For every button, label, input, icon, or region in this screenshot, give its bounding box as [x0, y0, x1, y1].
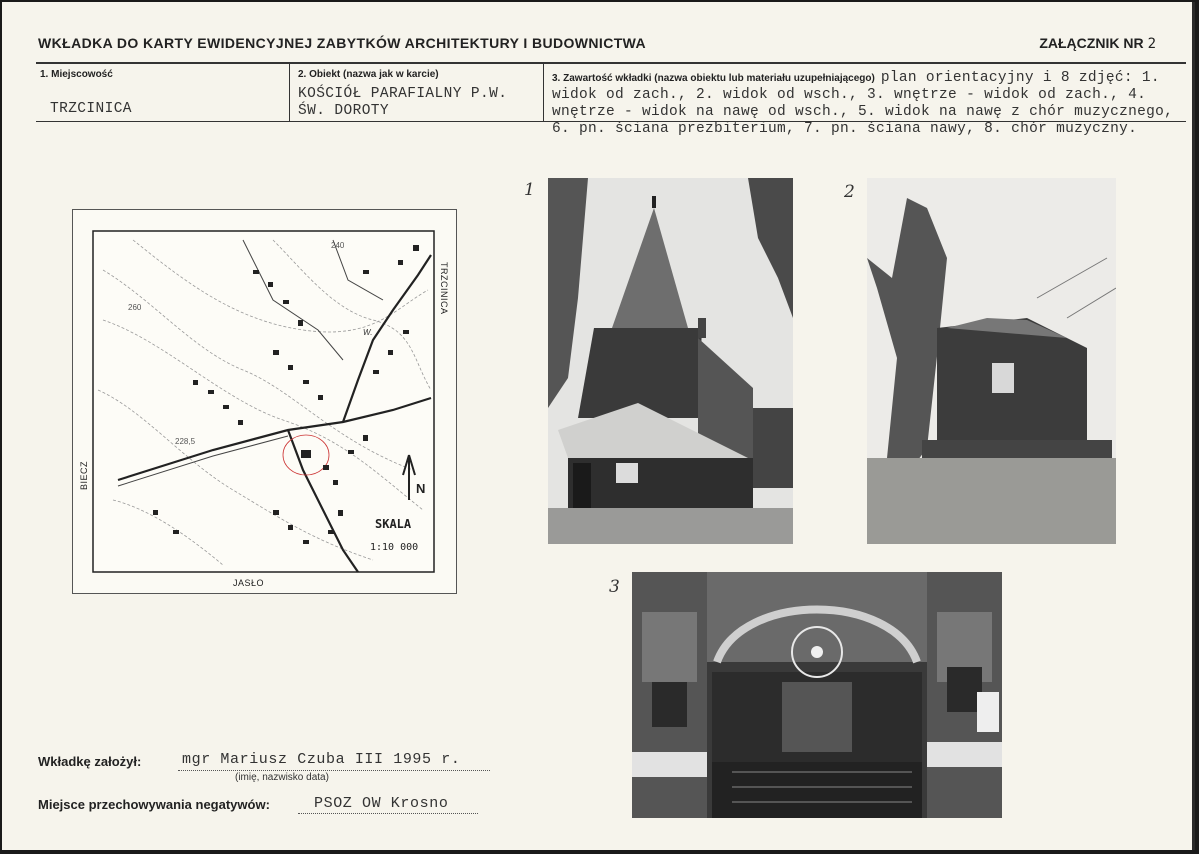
header-rule: [36, 62, 1186, 64]
annex-value: 2: [1147, 36, 1156, 52]
map-label-biecz: BIECZ: [79, 460, 89, 490]
annex-number: [1039, 35, 1156, 52]
photo-2-east-view: [867, 178, 1116, 544]
field-divider-1: [289, 64, 290, 122]
map-scale-value: 1:10 000: [370, 542, 419, 553]
object-value-line2: ŚW. DOROTY: [298, 103, 390, 119]
photo-1-west-view: [548, 178, 793, 544]
photo-3-interior: [632, 572, 1002, 818]
photo3-image: [632, 572, 1002, 818]
map-scale-title: SKALA: [375, 517, 412, 531]
annex-label: ZAŁĄCZNIK NR: [1039, 35, 1144, 51]
storage-label: Miejsce przechowywania negatywów:: [38, 797, 270, 812]
photo2-image: [867, 178, 1116, 544]
storage-value: PSOZ OW Krosno: [314, 795, 449, 812]
photo3-number: 3: [609, 577, 620, 597]
founded-caption: (imię, nazwisko data): [235, 772, 329, 783]
map-north-label: N: [416, 481, 426, 496]
contents-label: 3. Zawartość wkładki (nazwa obiektu lub materiału uzupełniającego): [552, 73, 875, 84]
map-label-jaslo: JASŁO: [233, 578, 265, 588]
orientation-map: [72, 209, 457, 594]
map-church-mark: W.: [363, 328, 373, 337]
locality-value: TRZCINICA: [50, 101, 132, 117]
photo2-number: 2: [844, 182, 855, 202]
contents-value: plan orientacyjny i 8 zdjęć: 1. widok od zach., 2. widok od wsch., 3. wnętrze - widok od zach., 4. wnętrze - widok na nawę od wsch., 5. widok na nawę z chór muzycznego, 6. pn. ściana prezbiterium, 7. pn. ściana nawy, 8. chór muzyczny.: [552, 70, 1174, 137]
photo1-number: 1: [524, 180, 535, 200]
map-elevation-260: 260: [128, 303, 142, 312]
storage-line: [298, 813, 478, 814]
map-drawing: [73, 210, 456, 593]
photo1-image: [548, 178, 793, 544]
map-elevation-2285: 228,5: [175, 437, 196, 446]
map-elevation-240: 240: [331, 241, 345, 250]
field-divider-2: [543, 64, 544, 122]
contents-field: [552, 70, 1180, 138]
sheet-title: WKŁADKA DO KARTY EWIDENCYJNEJ ZABYTKÓW ARCHITEKTURY I BUDOWNICTWA: [38, 35, 647, 51]
founded-label: Wkładkę założył:: [38, 754, 142, 769]
founded-line: [178, 770, 490, 771]
locality-label: 1. Miejscowość: [40, 69, 113, 80]
object-value-line1: KOŚCIÓŁ PARAFIALNY P.W.: [298, 86, 508, 102]
object-label: 2. Obiekt (nazwa jak w karcie): [298, 69, 439, 80]
record-sheet: [2, 2, 1195, 850]
founded-value: mgr Mariusz Czuba III 1995 r.: [182, 751, 461, 768]
map-label-trzcinica: TRZCINICA: [439, 262, 449, 315]
